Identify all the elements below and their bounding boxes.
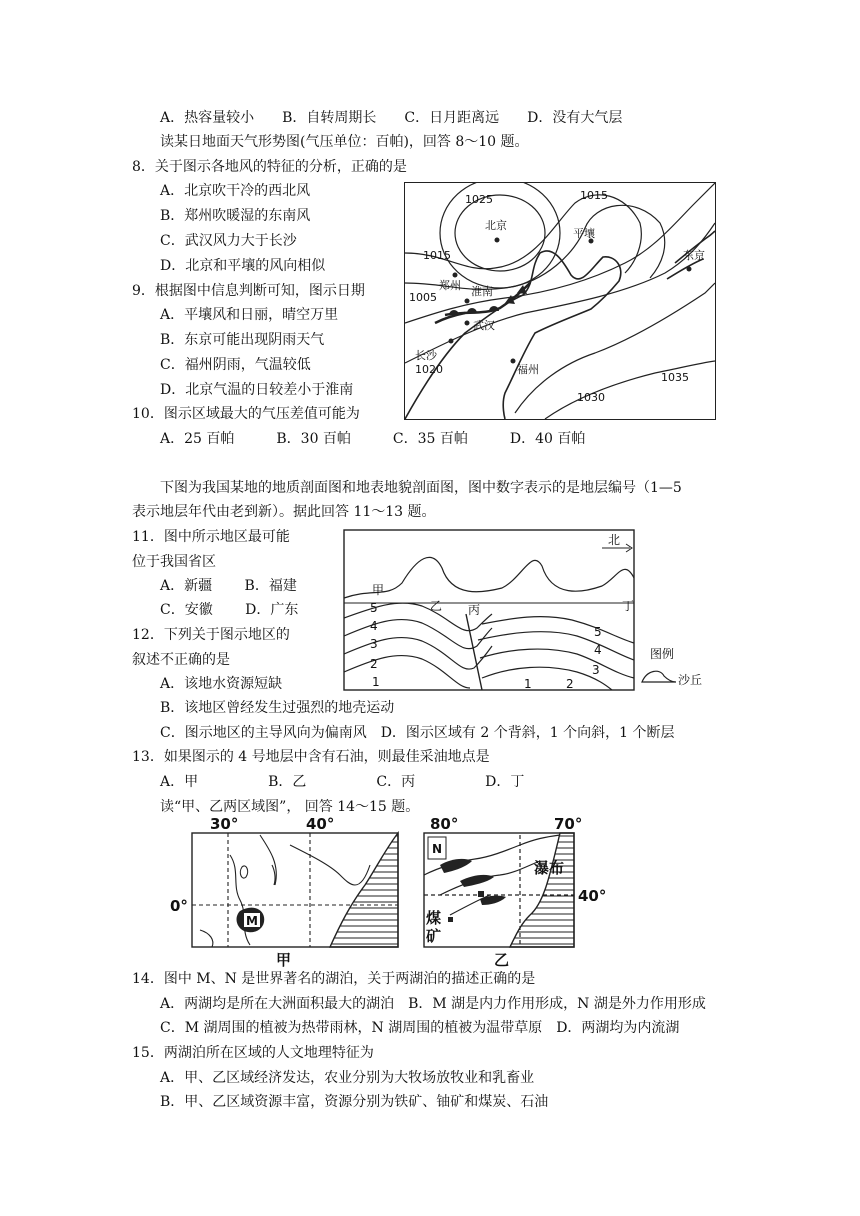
q10-options: A．25 百帕 B．30 百帕 C．35 百帕 D．40 百帕 [160, 431, 586, 447]
q12-stem-line2: 叙述不正确的是 [132, 652, 230, 668]
q11-stem-line1: 11．图中所示地区最可能 [132, 529, 290, 545]
map-jia-lon-30: 30° [210, 815, 239, 833]
intro-11-13-line2: 表示地层年代由老到新）。据此回答 11～13 题。 [132, 504, 436, 520]
q14-options-ab: A．两湖均是所在大洲面积最大的湖泊 B．M 湖是内力作用形成，N 湖是外力作用形成 [160, 996, 706, 1012]
layer-right-4: 4 [594, 643, 602, 657]
layer-left-1: 1 [372, 675, 380, 689]
city-huainan: 淮南 [471, 285, 493, 298]
layer-right-2: 2 [566, 677, 574, 691]
layer-right-1: 1 [524, 677, 532, 691]
city-beijing: 北京 [485, 219, 507, 232]
intro-11-13-line1: 下图为我国某地的地质剖面图和地表地貌剖面图，图中数字表示的是地层编号（1—5 [160, 480, 682, 496]
map-jia-lat-0: 0° [170, 897, 188, 915]
map-yi-waterfall: 瀑布 [534, 859, 565, 877]
city-changsha: 长沙 [415, 349, 437, 362]
q12-stem-line1: 12．下列关于图示地区的 [132, 627, 290, 643]
q8-option-b: B．郑州吹暖湿的东南风 [160, 208, 311, 224]
q15-option-b: B．甲、乙区域资源丰富，资源分别为铁矿、铀矿和煤炭、石油 [160, 1094, 549, 1110]
intro-14-15: 读“甲、乙两区域图”， 回答 14～15 题。 [160, 799, 420, 815]
city-zhengzhou: 郑州 [439, 279, 461, 292]
isobar-label-1015a: 1015 [580, 189, 608, 202]
q14-options-cd: C．M 湖周围的植被为热带雨林，N 湖周围的植被为温带草原 D．两湖均为内流湖 [160, 1020, 680, 1036]
isobar-label-1025: 1025 [465, 193, 493, 206]
map-yi-lake-n: N [432, 842, 443, 856]
q9-option-b: B．东京可能出现阴雨天气 [160, 332, 325, 348]
map-jia-lake-m: M [246, 914, 258, 928]
map-yi [420, 815, 610, 967]
map-jia [170, 815, 402, 967]
q11-options-cd: C．安徽 D．广东 [160, 602, 299, 618]
q13-options: A．甲 B．乙 C．丙 D．丁 [160, 774, 525, 790]
isobar-label-1020: 1020 [415, 363, 443, 376]
layer-left-4: 4 [370, 619, 378, 633]
q8-stem: 8．关于图示各地风的特征的分析，正确的是 [132, 159, 407, 175]
intro-8-10: 读某日地面天气形势图(气压单位：百帕)，回答 8～10 题。 [160, 134, 529, 150]
city-fuzhou: 福州 [517, 363, 539, 376]
point-yi: 乙 [430, 599, 443, 613]
layer-left-3: 3 [370, 637, 378, 651]
layer-left-2: 2 [370, 657, 378, 671]
layer-left-5: 5 [370, 601, 378, 615]
q14-stem: 14．图中 M、N 是世界著名的湖泊，关于两湖泊的描述正确的是 [132, 971, 536, 987]
q12-option-cd: C．图示地区的主导风向为偏南风 D．图示区域有 2 个背斜，1 个向斜，1 个断层 [160, 725, 675, 741]
q12-option-b: B．该地区曾经发生过强烈的地壳运动 [160, 700, 395, 716]
isobar-label-1005: 1005 [409, 291, 437, 304]
q13-stem: 13．如果图示的 4 号地层中含有石油，则最佳采油地点是 [132, 749, 490, 765]
q7-options: A．热容量较小 B．自转周期长 C．日月距离远 D．没有大气层 [160, 110, 623, 126]
map-jia-drawing [170, 815, 402, 967]
q11-options-ab: A．新疆 B．福建 [160, 578, 297, 594]
map-yi-drawing [420, 815, 610, 967]
q8-option-d: D．北京和平壤的风向相似 [160, 258, 326, 274]
isobar-label-1030: 1030 [577, 391, 605, 404]
q9-option-d: D．北京气温的日较差小于淮南 [160, 382, 354, 398]
north-label: 北 [608, 533, 621, 547]
q8-option-c: C．武汉风力大于长沙 [160, 233, 297, 249]
city-pyongyang: 平壤 [573, 227, 595, 240]
map-yi-lat-40: 40° [578, 887, 607, 905]
weather-map-drawing [405, 183, 715, 419]
point-ding: 丁 [622, 599, 635, 613]
map-jia-lon-40: 40° [306, 815, 335, 833]
geo-section [342, 528, 704, 694]
map-yi-lon-80: 80° [430, 815, 459, 833]
q9-stem: 9．根据图中信息判断可知，图示日期 [132, 283, 365, 299]
legend-title: 图例 [650, 647, 675, 661]
q12-option-a: A．该地水资源短缺 [160, 676, 283, 692]
point-jia: 甲 [372, 583, 385, 597]
map-yi-lon-70: 70° [554, 815, 583, 833]
point-bing: 丙 [468, 603, 481, 617]
map-yi-mine: 矿 [426, 927, 442, 945]
q9-option-a: A．平壤风和日丽，晴空万里 [160, 307, 339, 323]
geo-section-drawing [342, 528, 704, 694]
q15-stem: 15．两湖泊所在区域的人文地理特征为 [132, 1045, 374, 1061]
city-tokyo: 东京 [683, 249, 705, 262]
q10-stem: 10．图示区域最大的气压差值可能为 [132, 406, 360, 422]
isobar-label-1035: 1035 [661, 371, 689, 384]
q8-option-a: A．北京吹干冷的西北风 [160, 183, 311, 199]
q15-option-a: A．甲、乙区域经济发达，农业分别为大牧场放牧业和乳畜业 [160, 1070, 535, 1086]
map-jia-caption: 甲 [276, 951, 292, 967]
map-yi-coal: 煤 [426, 909, 442, 927]
weather-map [404, 182, 716, 420]
legend-dune-label: 沙丘 [678, 673, 703, 687]
map-yi-caption: 乙 [494, 951, 510, 967]
city-wuhan: 武汉 [473, 319, 495, 332]
q11-stem-line2: 位于我国省区 [132, 554, 216, 570]
layer-right-5: 5 [594, 625, 602, 639]
layer-right-3: 3 [592, 663, 600, 677]
q9-option-c: C．福州阴雨，气温较低 [160, 357, 311, 373]
isobar-label-1015b: 1015 [423, 249, 451, 262]
